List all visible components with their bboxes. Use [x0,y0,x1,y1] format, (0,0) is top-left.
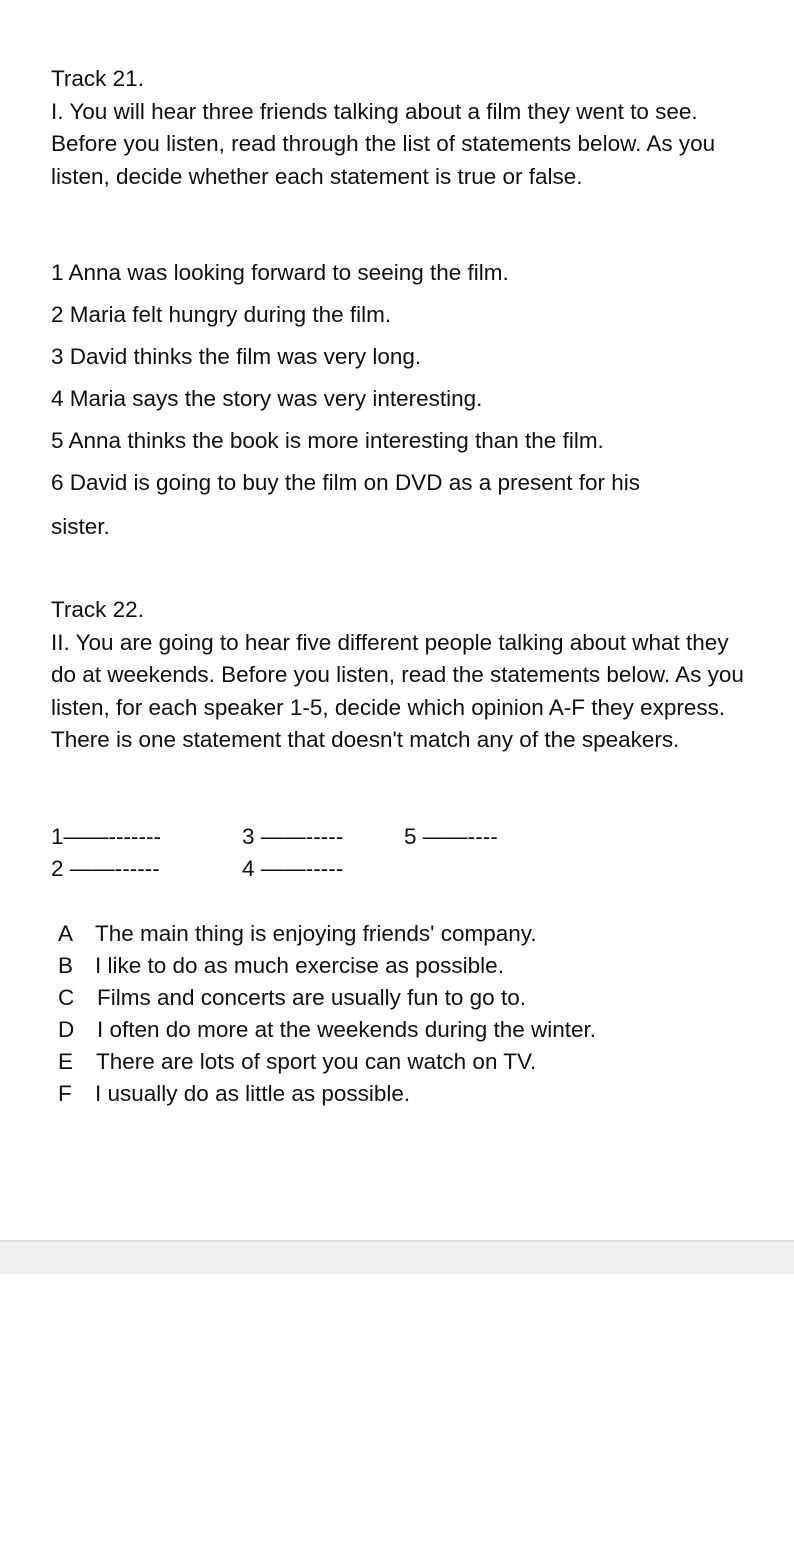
option-f-letter: F [58,1081,72,1106]
option-c-letter: C [58,985,75,1010]
answer-blank-4: 4 ——----- [242,856,344,881]
answer-blank-3: 3 ——----- [242,824,344,849]
statement-6: 6 David is going to buy the film on DVD as a present for his [51,470,641,495]
track-22-heading: Track 22. [51,597,144,622]
option-d-letter: D [58,1017,75,1042]
statement-6-continued: sister. [51,514,110,539]
option-e-letter: E [58,1049,74,1074]
option-d-text: I often do more at the weekends during the winter. [97,1017,597,1042]
statement-4: 4 Maria says the story was very interesting. [51,386,483,411]
option-e-text: There are lots of sport you can watch on TV. [96,1049,537,1074]
answer-blank-2: 2 ——------ [51,856,160,881]
page-separator [0,1240,794,1274]
option-b-text: I like to do as much exercise as possible. [95,953,504,978]
blank-area [0,1274,794,1548]
statement-1: 1 Anna was looking forward to seeing the film. [51,260,509,285]
statement-5: 5 Anna thinks the book is more interesting than the film. [51,428,604,453]
track-21-heading: Track 21. [51,66,144,91]
section1-instructions: I. You will hear three friends talking about a film they went to see. Before you listen, read through the list of statements below. As you listen, decide whether each statement is true or false. [51,98,716,189]
option-f-text: I usually do as little as possible. [95,1081,411,1106]
statement-3: 3 David thinks the film was very long. [51,344,422,369]
statement-2: 2 Maria felt hungry during the film. [51,302,392,327]
option-a-text: The main thing is enjoying friends' company. [95,921,537,946]
option-c-text: Films and concerts are usually fun to go to. [97,985,526,1010]
answer-blank-5: 5 ——---- [404,824,498,849]
answer-blank-1: 1——------- [51,824,161,849]
option-b-letter: B [58,953,74,978]
section2-instructions: II. You are going to hear five different people talking about what they do at weekends. Before you listen, read the statements below. As you listen, for each speaker 1-5, decide which opinion A-F they express. There is one statement that doesn't match any of the speakers. [51,629,744,752]
option-a-letter: A [58,921,74,946]
